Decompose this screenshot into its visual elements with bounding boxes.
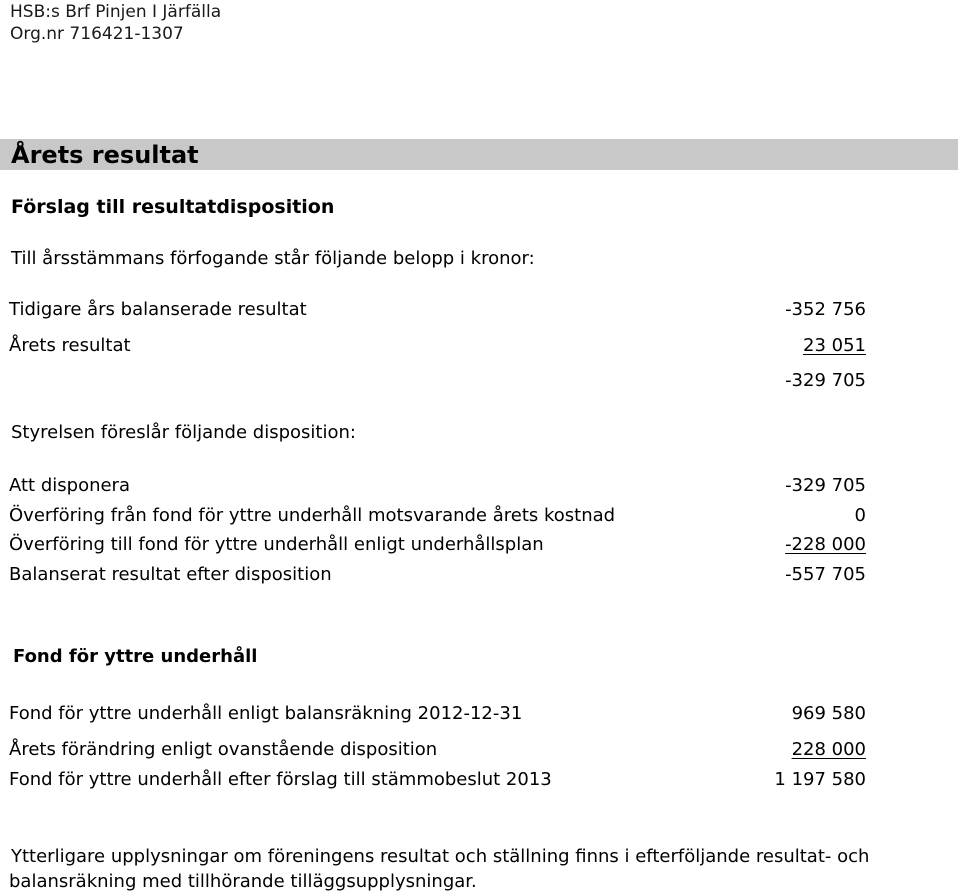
disposition-heading: Styrelsen föreslår följande disposition:	[11, 422, 356, 443]
disposition-row-label: Överföring till fond för yttre underhåll enligt underhållsplan	[9, 534, 544, 555]
fund-row-label: Fond för yttre underhåll efter förslag till stämmobeslut 2013	[9, 769, 552, 790]
fund-row-value: 1 197 580	[774, 769, 866, 790]
disposition-row-label: Att disponera	[9, 475, 130, 496]
proposal-sum: -329 705	[785, 370, 866, 391]
disposition-row-value: -228 000	[785, 534, 866, 555]
proposal-row-value: 23 051	[803, 335, 866, 356]
proposal-intro: Till årsstämmans förfogande står följande belopp i kronor:	[11, 248, 535, 269]
section-title: Årets resultat	[11, 141, 199, 169]
fund-heading: Fond för yttre underhåll	[13, 646, 258, 667]
proposal-row-label: Årets resultat	[9, 335, 131, 356]
footer-note-line: Ytterligare upplysningar om föreningens resultat och ställning finns i efterföljande resultat- och	[11, 846, 870, 867]
disposition-row-value: -329 705	[785, 475, 866, 496]
footer-note-line: balansräkning med tillhörande tilläggsupplysningar.	[9, 871, 477, 892]
organization-number: Org.nr 716421-1307	[10, 24, 184, 44]
proposal-row-label: Tidigare års balanserade resultat	[9, 299, 307, 320]
proposal-heading: Förslag till resultatdisposition	[11, 196, 335, 218]
fund-row-label: Fond för yttre underhåll enligt balansräkning 2012-12-31	[9, 703, 523, 724]
proposal-row-value: -352 756	[785, 299, 866, 320]
organization-name: HSB:s Brf Pinjen I Järfälla	[10, 2, 222, 22]
disposition-row-value: -557 705	[785, 564, 866, 585]
disposition-row-label: Balanserat resultat efter disposition	[9, 564, 332, 585]
fund-row-label: Årets förändring enligt ovanstående disposition	[9, 739, 438, 760]
disposition-row-label: Överföring från fond för yttre underhåll motsvarande årets kostnad	[9, 505, 616, 526]
fund-row-value: 969 580	[791, 703, 866, 724]
section-title-bar	[0, 139, 958, 170]
fund-row-value: 228 000	[791, 739, 866, 760]
disposition-row-value: 0	[854, 505, 866, 526]
